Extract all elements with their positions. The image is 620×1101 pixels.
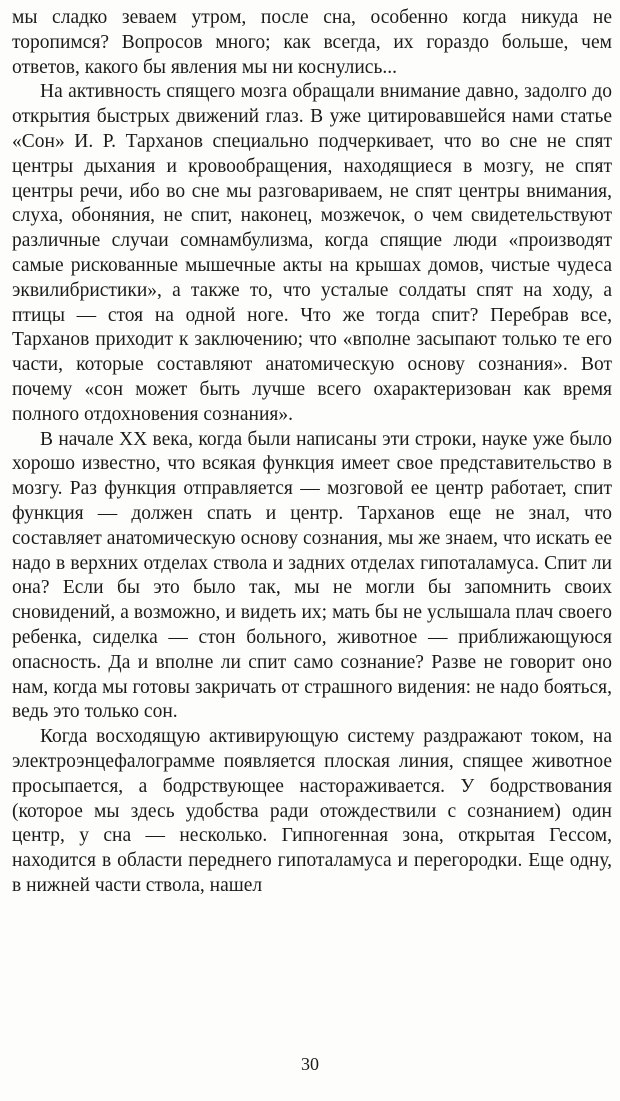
paragraph-continuation: мы сладко зеваем утром, после сна, особенно когда никуда не торопимся? Вопросов много; как всегда, их гораздо больше, чем ответов, какого бы явления мы ни коснулись... [12,7,612,78]
paragraph-activating-system: Когда восходящую активирующую систему раздражают током, на электроэнцефалограмме появляется плоская линия, спящее животное просыпается, а бодрствующее настораживается. У бодрствования (которое мы здесь удобства ради отождествили с сознанием) один центр, у сна — несколько. Гипногенная зона, открытая Гессом, находится в области переднего гипоталамуса и перегородки. Еще одну, в нижней части ствола, нашел [12,726,612,896]
body-text [12,6,612,899]
paragraph-tarkhanov: На активность спящего мозга обращали внимание давно, задолго до открытия быстрых движений глаз. В уже цитировавшейся нами статье «Сон» И. Р. Тарханов специально подчеркивает, что во сне не спят центры дыхания и кровообращения, находящиеся в мозгу, не спят центры речи, ибо во сне мы разговариваем, не спят центры внимания, слуха, обоняния, не спит, наконец, мозжечок, о чем свидетельствуют различные случаи сомнамбулизма, когда спящие люди «производят самые рискованные мышечные акты на крышах домов, чистые чудеса эквилибристики», а также то, что усталые солдаты спят на ходу, а птицы — стоя на одной ноге. Что же тогда спит? Перебрав все, Тарханов приходит к заключению; что «вполне засыпают только те его части, которые составляют анатомическую основу сознания». Вот почему «сон может быть лучше всего охарактеризован как время полного отдохновения сознания». [12,81,612,425]
page-number: 30 [301,1054,319,1074]
paragraph-xx-century: В начале XX века, когда были написаны эти строки, науке уже было хорошо известно, что всякая функция имеет свое представительство в мозгу. Раз функция отправляется — мозговой ее центр работает, спит функция — должен спать и центр. Тарханов еще не знал, что составляет анатомическую основу сознания, мы же знаем, что искать ее надо в верхних отделах ствола и задних отделах гипоталамуса. Спит ли она? Если бы это было так, мы не могли бы запомнить своих сновидений, а возможно, и видеть их; мать бы не услышала плач своего ребенка, сиделка — стон больного, животное — приближающуюся опасность. Да и вполне ли спит само сознание? Разве не говорит оно нам, когда мы готовы закричать от страшного видения: не надо бояться, ведь это только сон. [12,428,612,723]
